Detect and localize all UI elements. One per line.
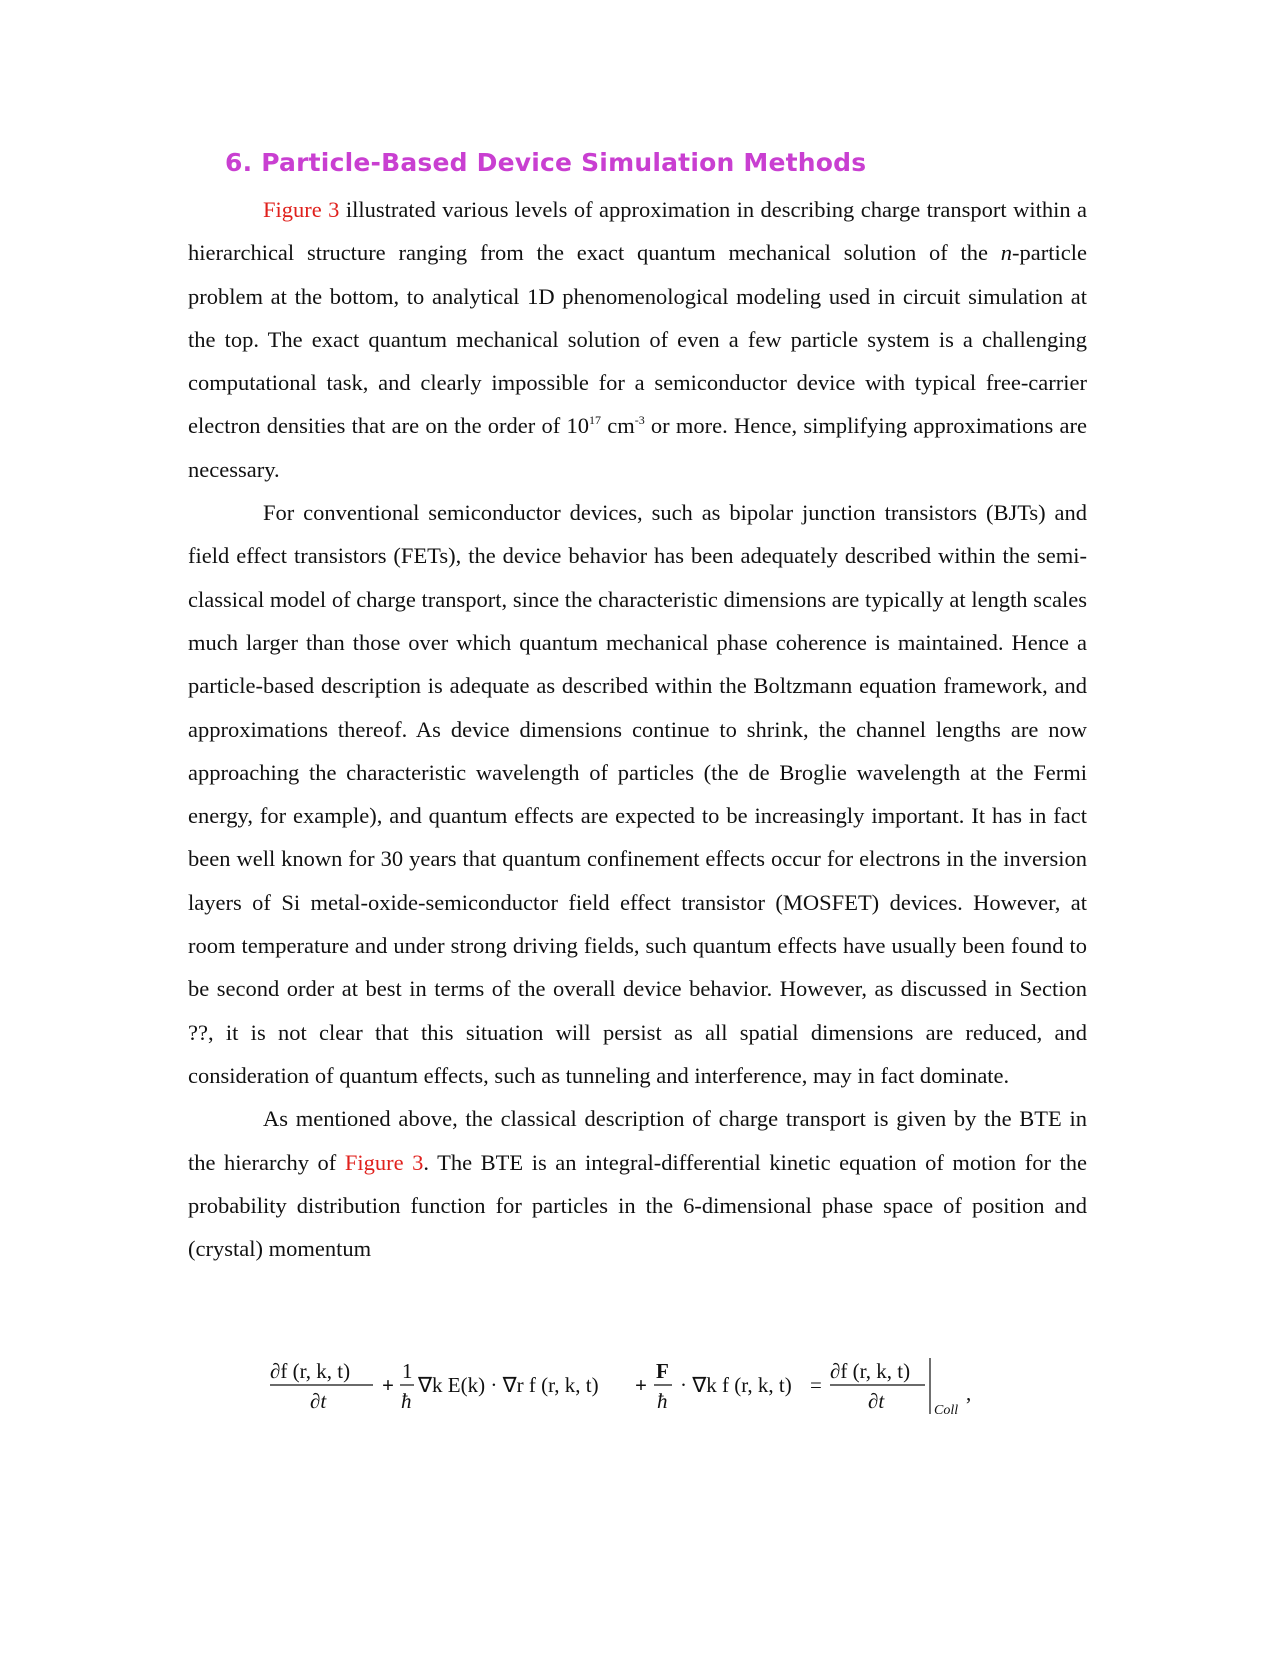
p3-text-2: . The BTE is an integral-differential kinetic equation of motion for the probability distribution function for particles in the 6-dimensional phase space of position and (crystal) momentum [188,1149,1087,1262]
p1-text-2: -particle problem at the bottom, to analytical 1D phenomenological modeling used in circuit simulation at the top. The exact quantum mechanical solution of even a few particle system is a challenging computational task, and clearly impossible for a semiconductor device with typical free-carrier electron densities that are on the order of [188,240,1087,439]
paragraph-3 [188,1097,1087,1270]
section-heading [225,148,866,177]
p1-n-italic: n [1000,240,1013,266]
boltzmann-equation [270,1356,1030,1426]
eq-coll-subscript: Coll [934,1403,959,1418]
figure-3-link[interactable]: Figure 3 [263,197,340,222]
eq-term1-numerator: ∂f (r, k, t) [270,1359,351,1383]
p1-exponent-minus-3: -3 [634,413,645,428]
eq-plus-1: + [382,1373,394,1397]
eq-plus-2: + [635,1373,647,1397]
section-number: 6. [225,148,253,177]
eq-gradient-term: ∇k E(k) · ∇r f (r, k, t) [418,1373,599,1397]
paragraph-2: For conventional semiconductor devices, such as bipolar junction transistors (BJTs) and field effect transistors (FETs), the device behavior has been adequately described within the semi-classical model of charge transport, since the characteristic dimensions are typically at length scales much larger than those over which quantum mechanical phase coherence is maintained. Hence a particle-based description is adequate as described within the Boltzmann equation framework, and approximations thereof. As device dimensions continue to shrink, the channel lengths are now approaching the characteristic wavelength of particles (the de Broglie wavelength at the Fermi energy, for example), and quantum effects are expected to be increasingly important. It has in fact been well known for 30 years that quantum confinement effects occur for electrons in the inversion layers of Si metal-oxide-semiconductor field effect transistor (MOSFET) devices. However, at room temperature and under strong driving fields, such quantum effects have usually been found to be second order at best in terms of the overall device behavior. However, as discussed in Section ??, it is not clear that this situation will persist as all spatial dimensions are reduced, and consideration of quantum effects, such as tunneling and interference, may in fact dominate. [188,500,1087,1088]
eq-hbar-2: ħ [657,1389,668,1413]
eq-comma: , [966,1381,972,1405]
section-title: Particle-Based Device Simulation Methods [261,148,867,177]
p1-base: 10 [566,413,589,439]
p1-exponent-17: 17 [588,413,601,428]
eq-equals: = [810,1373,822,1397]
eq-rhs-numerator: ∂f (r, k, t) [830,1359,911,1383]
p3-text-1: As mentioned above, the classical description of charge transport is given by the BTE in the hierarchy of [188,1106,1087,1175]
eq-force-term: · ∇k f (r, k, t) [680,1373,792,1397]
paragraph-1 [188,188,1087,491]
body-text [188,188,1087,1270]
eq-term1-denominator: ∂t [310,1389,327,1413]
eq-rhs-denominator: ∂t [868,1389,885,1413]
eq-hbar-1: ħ [401,1389,412,1413]
eq-one: 1 [402,1359,413,1383]
p1-text-1: illustrated various levels of approximation in describing charge transport within a hierarchical structure ranging from the exact quantum mechanical solution of the [188,197,1087,266]
p1-text-3: or more. Hence, simplifying approximations are necessary. [188,413,1087,482]
figure-3-link-2[interactable]: Figure 3 [344,1149,424,1175]
p1-unit: cm [600,413,635,439]
eq-force: F [656,1359,669,1383]
